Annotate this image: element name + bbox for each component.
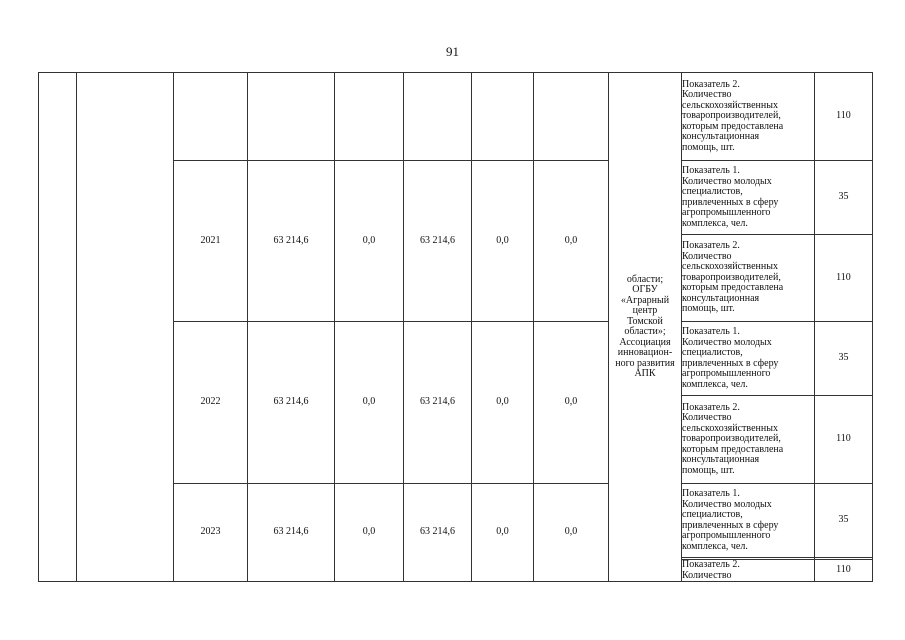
table-row <box>39 73 873 161</box>
cell-indicator <box>682 322 815 396</box>
cell-local: 0,0 <box>472 484 534 582</box>
indicator-1-label: Показатель 1. Количество молодых специалистов, привлеченных в сферу агропромышленного комплекса, чел. <box>682 326 779 390</box>
cell-extra: 0,0 <box>534 484 609 582</box>
executor-text: области; ОГБУ «Аграрный центр Томской области»; Ассоциация инновацион- ного развития АПК <box>615 273 675 379</box>
cell-fed: 0,0 <box>335 322 404 484</box>
cell-value: 35 <box>815 484 873 558</box>
cell-extra <box>534 73 609 161</box>
cell-name <box>77 73 174 582</box>
cell-extra: 0,0 <box>534 322 609 484</box>
cell-total: 63 214,6 <box>248 161 335 322</box>
indicator-1-label: Показатель 1. Количество молодых специалистов, привлеченных в сферу агропромышленного комплекса, чел. <box>682 165 779 229</box>
cell-local: 0,0 <box>472 322 534 484</box>
indicator-1-label: Показатель 1. Количество молодых специалистов, привлеченных в сферу агропромышленного комплекса, чел. <box>682 488 779 552</box>
cell-year <box>174 73 248 161</box>
cell-fed: 0,0 <box>335 161 404 322</box>
indicator-2-label: Показатель 2. Количество сельскохозяйственных товаропроизводителей, которым предоставлена консультационная помощь, шт. <box>682 78 784 153</box>
cell-fed <box>335 73 404 161</box>
indicator-2-label-cut: Показатель 2. Количество <box>682 559 740 581</box>
cell-local: 0,0 <box>472 161 534 322</box>
cell-value: 110 <box>815 560 873 582</box>
cell-year: 2021 <box>174 161 248 322</box>
budget-table <box>38 72 873 582</box>
cell-value: 110 <box>815 235 873 322</box>
cell-regional: 63 214,6 <box>404 484 472 582</box>
cell-regional <box>404 73 472 161</box>
cell-indicator <box>682 560 815 582</box>
cell-indicator <box>682 161 815 235</box>
cell-extra: 0,0 <box>534 161 609 322</box>
page-number: 91 <box>446 44 459 59</box>
cell-total: 63 214,6 <box>248 322 335 484</box>
cell-indicator <box>682 396 815 484</box>
cell-no <box>39 73 77 582</box>
cell-regional: 63 214,6 <box>404 161 472 322</box>
cell-value: 35 <box>815 161 873 235</box>
cell-indicator <box>682 235 815 322</box>
cell-year: 2023 <box>174 484 248 582</box>
cell-year: 2022 <box>174 322 248 484</box>
cell-value: 110 <box>815 73 873 161</box>
indicator-2-label: Показатель 2. Количество сельскохозяйственных товаропроизводителей, которым предоставлена консультационная помощь, шт. <box>682 240 784 315</box>
cell-indicator <box>682 73 815 161</box>
cell-value: 35 <box>815 322 873 396</box>
indicator-2-label: Показатель 2. Количество сельскохозяйственных товаропроизводителей, которым предоставлена консультационная помощь, шт. <box>682 401 784 476</box>
cell-local <box>472 73 534 161</box>
cell-value: 110 <box>815 396 873 484</box>
cell-regional: 63 214,6 <box>404 322 472 484</box>
cell-total <box>248 73 335 161</box>
cell-executor <box>609 73 682 582</box>
cell-fed: 0,0 <box>335 484 404 582</box>
cell-indicator <box>682 484 815 558</box>
cell-total: 63 214,6 <box>248 484 335 582</box>
